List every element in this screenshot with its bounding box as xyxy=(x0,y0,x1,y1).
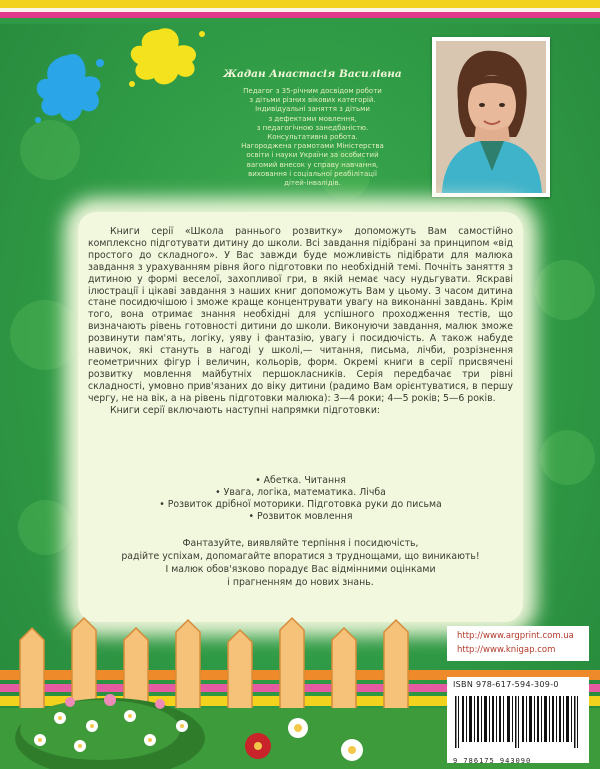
description-paragraph: Книги серії «Школа раннього розвитку» допоможуть Вам самостійно комплексно підготувати дитину до школи. Всі завдання підібрані за принципом «від простого до складного». У Вас завжди буде можливість підібрати для малюка завдання з урахуванням рівня його підготовки по необхідній темі. Почніть заняття з дитиною у формі веселої, захопливої гри, в якій немає часу нудьгувати. Яскраві ілюстрації і цікаві завдання з наших книг допоможуть Вам у цьому. З часом дитина стане посидючішою і зможе краще концентрувати увагу на виконанні завдань. Крім того, вона отримає знання необхідні для успішного проходження тестів, що визначають рівень готовності дитини до школи. Виконуючи завдання, малюк зможе розвинути пам'ять, логіку, уяву і фантазію, увагу і посидючість. А також набуде навичок, які стануть в нагоді у школі,— читання, письма, лічби, розрізнення геометричних фігур і величин, кольорів, форм. Окремі книги в серії присвячені розвитку мовлення майбутніх першокласників. Серія передбачає три рівні складності, умовно прив'язаних до віку дитини (радимо Вам орієнтуватися, в першу чергу, не на вік, а на рівень підготовки малюка): 3—4 роки; 4—5 років; 5—6 років. xyxy=(88,226,513,404)
top-stripe xyxy=(0,0,600,24)
bio-line: з педагогічною занедбаністю. xyxy=(256,123,369,132)
website-link[interactable]: http://www.knigap.com xyxy=(457,644,556,655)
bio-line: з дітьми різних вікових категорій. xyxy=(249,96,376,105)
clover-decoration xyxy=(540,430,595,485)
clover-decoration xyxy=(10,300,80,370)
closing-line: радійте успіхам, допомагайте впоратися з труднощами, що виникають! xyxy=(121,550,480,562)
closing-text xyxy=(88,538,513,590)
closing-line: Фантазуйте, виявляйте терпіння і посидючість, xyxy=(182,538,419,549)
clover-decoration xyxy=(535,260,595,320)
isbn-barcode-block xyxy=(447,677,589,763)
bio-line: освіти і науки України за особистий xyxy=(246,151,379,160)
topic-item: • Увага, логіка, математика. Лічба xyxy=(215,486,386,498)
bio-line: виховання і соціальної реабілітації xyxy=(248,169,377,178)
bio-line: вагомий внесок у справу навчання, xyxy=(246,160,379,169)
blue-paint-splash-icon xyxy=(30,45,110,130)
bio-line: з дефектами мовлення, xyxy=(268,114,357,123)
author-name: Жадан Анастасія Василівна xyxy=(223,68,402,80)
bio-line: Педагог з 35-річним досвідом роботи xyxy=(243,87,382,95)
portrait-icon xyxy=(436,41,546,193)
bio-line: дітей-інвалідів. xyxy=(284,179,341,188)
isbn-number: ISBN 978-617-594-309-0 xyxy=(453,680,559,689)
website-links xyxy=(447,626,589,661)
barcode-icon xyxy=(453,692,583,752)
closing-line: і прагненням до нових знань. xyxy=(227,576,374,588)
barcode-digits: 9 786175 943090 xyxy=(453,757,532,765)
author-photo xyxy=(432,37,550,197)
topics-list xyxy=(88,475,513,523)
bio-line: Індивідуальні заняття з дітьми xyxy=(255,105,370,114)
bio-line: Консультативна робота. xyxy=(267,133,358,142)
topic-item: • Абетка. Читання xyxy=(255,475,346,486)
author-bio xyxy=(200,87,425,188)
closing-line: І малюк обов'язково порадує Вас відмінними оцінками xyxy=(165,563,436,575)
yellow-paint-splash-icon xyxy=(118,22,208,92)
bio-line: Нагороджена грамотами Міністерства xyxy=(241,142,384,151)
author-info xyxy=(200,68,425,188)
description-paragraph: Книги серії включають наступні напрямки підготовки: xyxy=(110,404,381,416)
clover-decoration xyxy=(18,500,73,555)
description-text xyxy=(88,226,513,417)
website-link[interactable]: http://www.argprint.com.ua xyxy=(457,631,574,641)
topic-item: • Розвиток дрібної моторики. Підготовка руки до письма xyxy=(159,498,442,510)
topic-item: • Розвиток мовлення xyxy=(248,510,353,522)
